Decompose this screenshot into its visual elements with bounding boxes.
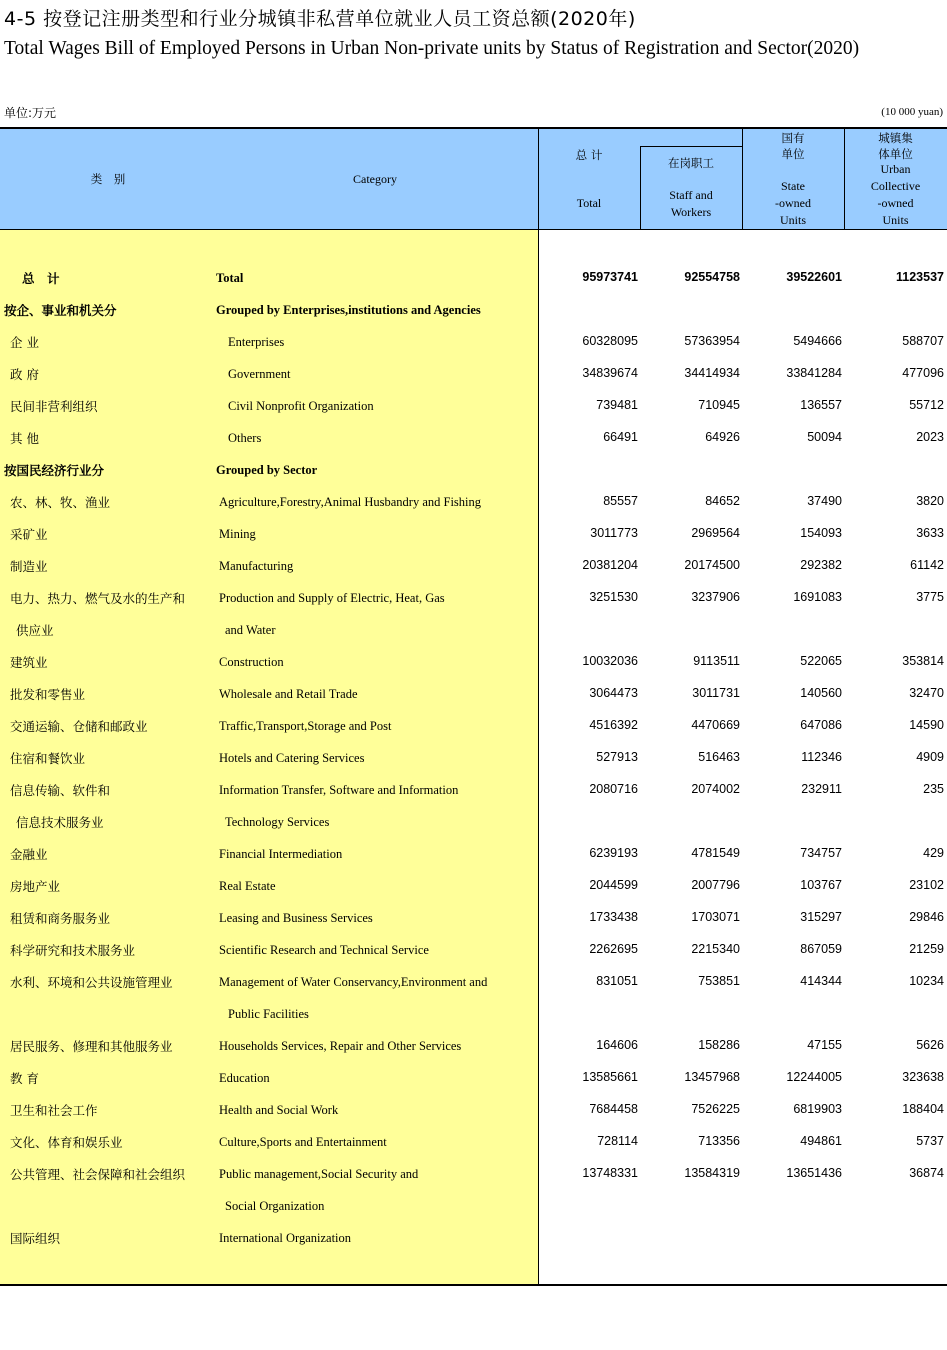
- cell-total: 1733438: [589, 910, 638, 924]
- cell-total: 728114: [597, 1134, 638, 1148]
- table-row: [0, 1126, 947, 1158]
- cell-state-owned: 37490: [807, 494, 842, 508]
- row-category-en: Grouped by Sector: [216, 463, 318, 477]
- cell-state-owned: 140560: [800, 686, 842, 700]
- row-category-cn: 公共管理、社会保障和社会组织: [10, 1167, 186, 1182]
- header-staff-cn: 在岗职工: [668, 156, 714, 170]
- row-category-cn: 租赁和商务服务业: [10, 911, 111, 926]
- row-category-en: Mining: [219, 527, 256, 541]
- table-row: [0, 550, 947, 582]
- cell-state-owned: 232911: [801, 782, 842, 796]
- row-category-cn: 卫生和社会工作: [10, 1103, 98, 1118]
- cell-state-owned: 414344: [800, 974, 842, 988]
- cell-collective-owned: 588707: [902, 334, 944, 348]
- row-category-cn: 供应业: [16, 623, 54, 638]
- header-coll-en-2: Collective: [870, 179, 921, 193]
- cell-total: 10032036: [582, 654, 638, 668]
- row-category-cn: 交通运输、仓储和邮政业: [10, 719, 148, 734]
- header-state-cn-1: 国有: [781, 131, 805, 145]
- cell-state-owned: 647086: [800, 718, 842, 732]
- cell-total: 164606: [596, 1038, 638, 1052]
- cell-state-owned: 112346: [801, 750, 842, 764]
- cell-staff-workers: 2074002: [691, 782, 740, 796]
- cell-collective-owned: 4909: [916, 750, 944, 764]
- row-category-en: Financial Intermediation: [219, 847, 343, 861]
- cell-staff-workers: 57363954: [684, 334, 740, 348]
- header-staff-en-2: Workers: [670, 205, 712, 219]
- table-row: [0, 486, 947, 518]
- row-category-en: Hotels and Catering Services: [219, 751, 365, 765]
- cell-collective-owned: 477096: [902, 366, 944, 380]
- row-category-cn: 住宿和餐饮业: [10, 751, 86, 766]
- row-category-en: Total: [216, 271, 244, 285]
- row-category-en: Public management,Social Security and: [219, 1167, 419, 1181]
- table-row: [0, 422, 947, 454]
- row-category-en: and Water: [225, 623, 276, 637]
- cell-total: 13748331: [582, 1166, 638, 1180]
- cell-collective-owned: 3775: [916, 590, 944, 604]
- row-category-en: Information Transfer, Software and Information: [219, 783, 459, 797]
- page-title-en: Total Wages Bill of Employed Persons in Urban Non-private units by Status of Registration and Sector(2020): [4, 38, 860, 59]
- table-row: [0, 678, 947, 710]
- header-state-en-1: State: [781, 179, 805, 193]
- cell-staff-workers: 2007796: [691, 878, 740, 892]
- cell-staff-workers: 1703071: [691, 910, 740, 924]
- table-row: [0, 262, 947, 294]
- row-category-cn: 建筑业: [10, 655, 48, 670]
- cell-total: 3064473: [589, 686, 638, 700]
- row-category-en: Construction: [219, 655, 284, 669]
- cell-state-owned: 39522601: [786, 270, 842, 284]
- cell-collective-owned: 10234: [909, 974, 944, 988]
- header-total-cn: 总 计: [575, 148, 603, 162]
- cell-state-owned: 734757: [800, 846, 842, 860]
- cell-total: 527913: [596, 750, 638, 764]
- cell-staff-workers: 516463: [698, 750, 740, 764]
- row-category-cn: 采矿业: [10, 527, 48, 542]
- cell-collective-owned: 14590: [909, 718, 944, 732]
- row-category-cn: 教 育: [10, 1071, 39, 1086]
- cell-staff-workers: 158286: [698, 1038, 740, 1052]
- table-row: [0, 998, 947, 1030]
- cell-total: 6239193: [589, 846, 638, 860]
- cell-staff-workers: 2215340: [691, 942, 740, 956]
- cell-collective-owned: 5626: [916, 1038, 944, 1052]
- cell-total: 66491: [603, 430, 638, 444]
- cell-staff-workers: 753851: [698, 974, 740, 988]
- table-bottom-rule: [0, 1284, 947, 1286]
- cell-total: 7684458: [589, 1102, 638, 1116]
- cell-total: 13585661: [582, 1070, 638, 1084]
- cell-collective-owned: 3633: [916, 526, 944, 540]
- row-category-cn: 居民服务、修理和其他服务业: [10, 1039, 173, 1054]
- cell-state-owned: 522065: [800, 654, 842, 668]
- row-category-en: Leasing and Business Services: [219, 911, 373, 925]
- row-category-cn: 水利、环境和公共设施管理业: [10, 975, 173, 990]
- row-category-cn: 农、林、牧、渔业: [10, 495, 111, 510]
- row-category-cn: 国际组织: [10, 1231, 61, 1246]
- cell-staff-workers: 4470669: [691, 718, 740, 732]
- table-row: [0, 902, 947, 934]
- unit-label-en: (10 000 yuan): [881, 106, 943, 118]
- table-row: [0, 518, 947, 550]
- table-row: [0, 646, 947, 678]
- cell-state-owned: 867059: [800, 942, 842, 956]
- row-category-en: Wholesale and Retail Trade: [219, 687, 358, 701]
- cell-staff-workers: 92554758: [684, 270, 740, 284]
- header-category-cn: 类 别: [90, 172, 126, 186]
- table-row: [0, 774, 947, 806]
- header-coll-cn-1: 城镇集: [878, 131, 913, 145]
- table-row: [0, 1030, 947, 1062]
- cell-state-owned: 315297: [800, 910, 842, 924]
- cell-collective-owned: 32470: [909, 686, 944, 700]
- row-category-cn: 批发和零售业: [10, 687, 86, 702]
- row-category-cn: 房地产业: [10, 879, 61, 894]
- cell-total: 20381204: [582, 558, 638, 572]
- row-category-en: Grouped by Enterprises,institutions and Agencies: [216, 303, 481, 317]
- table-row: [0, 742, 947, 774]
- row-category-en: Technology Services: [225, 815, 330, 829]
- row-category-cn: 总 计: [22, 271, 60, 286]
- cell-staff-workers: 9113511: [693, 654, 740, 668]
- cell-total: 3011773: [590, 526, 638, 540]
- table-row: [0, 966, 947, 998]
- cell-state-owned: 292382: [800, 558, 842, 572]
- cell-state-owned: 154093: [800, 526, 842, 540]
- cell-state-owned: 6819903: [793, 1102, 842, 1116]
- row-category-cn: 按企、事业和机关分: [4, 303, 117, 318]
- header-state-en-2: -owned: [775, 196, 811, 210]
- cell-collective-owned: 21259: [909, 942, 944, 956]
- row-category-en: Health and Social Work: [219, 1103, 339, 1117]
- cell-collective-owned: 323638: [902, 1070, 944, 1084]
- table-row: [0, 870, 947, 902]
- row-category-en: Management of Water Conservancy,Environment and: [219, 975, 488, 989]
- row-category-en: Education: [219, 1071, 270, 1085]
- cell-staff-workers: 2969564: [691, 526, 740, 540]
- cell-collective-owned: 36874: [909, 1166, 944, 1180]
- cell-total: 4516392: [589, 718, 638, 732]
- cell-total: 2044599: [589, 878, 638, 892]
- cell-state-owned: 136557: [800, 398, 842, 412]
- row-category-en: Manufacturing: [219, 559, 294, 573]
- cell-staff-workers: 34414934: [684, 366, 740, 380]
- cell-collective-owned: 61142: [910, 558, 944, 572]
- header-coll-en-1: Urban: [880, 162, 911, 176]
- header-staff-en-1: Staff and: [669, 188, 713, 202]
- cell-collective-owned: 29846: [909, 910, 944, 924]
- row-category-cn: 制造业: [10, 559, 48, 574]
- cell-collective-owned: 23102: [909, 878, 944, 892]
- cell-collective-owned: 3820: [916, 494, 944, 508]
- cell-state-owned: 47155: [807, 1038, 842, 1052]
- table-row: [0, 1222, 947, 1254]
- cell-total: 2262695: [589, 942, 638, 956]
- cell-state-owned: 103767: [800, 878, 842, 892]
- cell-total: 831051: [596, 974, 638, 988]
- row-category-cn: 企 业: [10, 335, 39, 350]
- table-row: [0, 326, 947, 358]
- cell-staff-workers: 20174500: [684, 558, 740, 572]
- row-category-en: Scientific Research and Technical Service: [219, 943, 429, 957]
- table-row: [0, 1062, 947, 1094]
- table-header: [0, 127, 947, 230]
- cell-staff-workers: 4781549: [691, 846, 740, 860]
- header-state-en-3: Units: [779, 213, 806, 227]
- row-category-cn: 民间非营利组织: [10, 399, 98, 414]
- cell-total: 739481: [596, 398, 638, 412]
- table-row: [0, 294, 947, 326]
- row-category-cn: 金融业: [10, 847, 48, 862]
- cell-collective-owned: 235: [923, 782, 944, 796]
- cell-staff-workers: 64926: [705, 430, 740, 444]
- row-category-en: Social Organization: [225, 1199, 325, 1213]
- table-row: [0, 358, 947, 390]
- cell-collective-owned: 353814: [902, 654, 944, 668]
- row-category-cn: 信息技术服务业: [16, 815, 104, 830]
- cell-state-owned: 12244005: [786, 1070, 842, 1084]
- cell-state-owned: 5494666: [793, 334, 842, 348]
- header-coll-en-3: -owned: [877, 196, 914, 210]
- row-category-en: Civil Nonprofit Organization: [228, 399, 374, 413]
- row-category-cn: 其 他: [10, 431, 39, 446]
- cell-collective-owned: 429: [923, 846, 944, 860]
- row-category-cn: 政 府: [10, 367, 39, 382]
- unit-label-cn: 单位:万元: [4, 106, 57, 120]
- header-state-cn-2: 单位: [781, 147, 805, 161]
- row-category-en: Culture,Sports and Entertainment: [219, 1135, 387, 1149]
- header-total-en: Total: [576, 196, 602, 210]
- cell-collective-owned: 188404: [902, 1102, 944, 1116]
- header-coll-en-4: Units: [882, 213, 909, 227]
- cell-state-owned: 494861: [800, 1134, 842, 1148]
- table-row: [0, 614, 947, 646]
- table-row: [0, 710, 947, 742]
- cell-staff-workers: 7526225: [691, 1102, 740, 1116]
- cell-collective-owned: 2023: [916, 430, 944, 444]
- row-category-cn: 科学研究和技术服务业: [10, 943, 136, 958]
- row-category-en: Real Estate: [219, 879, 276, 893]
- row-category-en: Production and Supply of Electric, Heat, Gas: [219, 591, 445, 605]
- row-category-en: International Organization: [219, 1231, 352, 1245]
- row-category-en: Enterprises: [228, 335, 285, 349]
- table-row: [0, 838, 947, 870]
- cell-total: 34839674: [582, 366, 638, 380]
- row-category-cn: 电力、热力、燃气及水的生产和: [10, 591, 186, 606]
- cell-collective-owned: 5737: [916, 1134, 944, 1148]
- table-row: [0, 454, 947, 486]
- row-category-cn: 信息传输、软件和: [10, 783, 111, 798]
- row-category-en: Traffic,Transport,Storage and Post: [219, 719, 392, 733]
- cell-state-owned: 33841284: [786, 366, 842, 380]
- table-row: [0, 1094, 947, 1126]
- header-coll-cn-2: 体单位: [878, 147, 913, 161]
- table-row: [0, 390, 947, 422]
- cell-staff-workers: 713356: [698, 1134, 740, 1148]
- cell-total: 95973741: [582, 270, 638, 284]
- cell-staff-workers: 3237906: [691, 590, 740, 604]
- table-row: [0, 934, 947, 966]
- cell-total: 85557: [603, 494, 638, 508]
- cell-state-owned: 1691083: [793, 590, 842, 604]
- header-category-en: Category: [353, 172, 397, 186]
- cell-state-owned: 13651436: [786, 1166, 842, 1180]
- row-category-cn: 按国民经济行业分: [4, 463, 105, 478]
- table-row: [0, 1158, 947, 1190]
- cell-collective-owned: 1123537: [896, 270, 944, 284]
- table-row: [0, 806, 947, 838]
- cell-staff-workers: 13584319: [684, 1166, 740, 1180]
- cell-total: 2080716: [589, 782, 638, 796]
- cell-total: 60328095: [582, 334, 638, 348]
- cell-state-owned: 50094: [807, 430, 842, 444]
- page-title-cn: 4-5 按登记注册类型和行业分城镇非私营单位就业人员工资总额(2020年): [4, 8, 636, 30]
- cell-staff-workers: 3011731: [692, 686, 740, 700]
- table-row: [0, 1190, 947, 1222]
- cell-staff-workers: 84652: [705, 494, 740, 508]
- table-row: [0, 582, 947, 614]
- row-category-cn: 文化、体育和娱乐业: [10, 1135, 123, 1150]
- cell-staff-workers: 13457968: [684, 1070, 740, 1084]
- cell-collective-owned: 55712: [909, 398, 944, 412]
- row-category-en: Agriculture,Forestry,Animal Husbandry and Fishing: [219, 495, 481, 509]
- row-category-en: Public Facilities: [228, 1007, 309, 1021]
- row-category-en: Government: [228, 367, 291, 381]
- row-category-en: Others: [228, 431, 262, 445]
- cell-staff-workers: 710945: [698, 398, 740, 412]
- row-category-en: Households Services, Repair and Other Services: [219, 1039, 462, 1053]
- cell-total: 3251530: [589, 590, 638, 604]
